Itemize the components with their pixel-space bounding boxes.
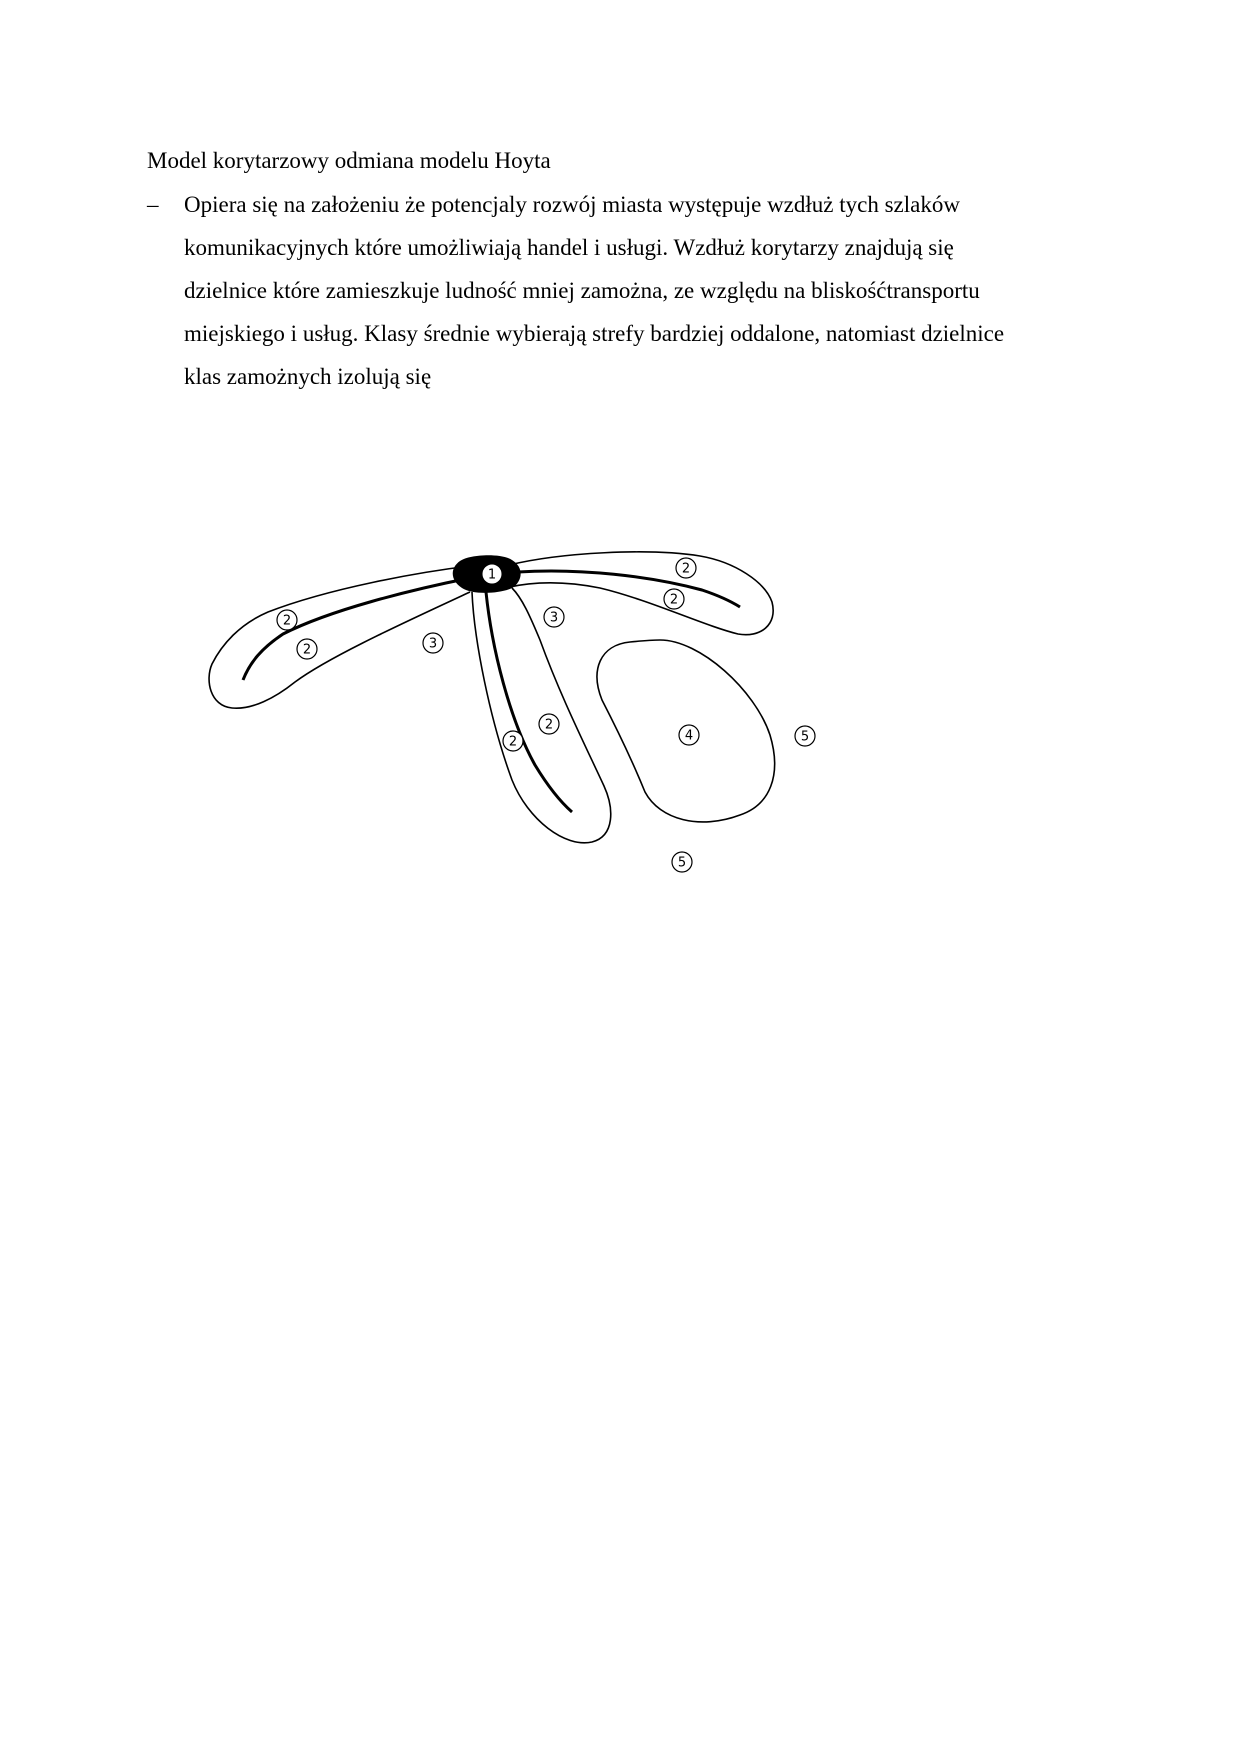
zone-2-label-c: 2 — [681, 561, 691, 577]
bullet-marker: – — [147, 192, 159, 217]
paragraph-line-1: Opiera się na założeniu że potencjaly rozwój miasta występuje wzdłuż tych szlaków — [184, 192, 960, 217]
zone-4-label: 4 — [684, 728, 694, 744]
paragraph-line-2: komunikacyjnych które umożliwiają handel i usługi. Wzdłuż korytarzy znajdują się — [184, 235, 954, 260]
zone-2-label-d: 2 — [669, 592, 679, 608]
document-heading: Model korytarzowy odmiana modelu Hoyta — [147, 148, 551, 173]
paragraph-line-4: miejskiego i usług. Klasy średnie wybierają strefy bardziej oddalone, natomiast dzielnice — [184, 321, 1005, 346]
right-corridor-road — [518, 571, 740, 607]
zone-3-label-a: 3 — [428, 636, 438, 652]
left-corridor-road — [243, 578, 470, 680]
zone-5-label-a: 5 — [800, 729, 810, 745]
zone-3-label-b: 3 — [549, 610, 559, 626]
zone-1-label: 1 — [487, 567, 497, 583]
paragraph-line-3: dzielnice które zamieszkuje ludność mniej zamożna, ze względu na bliskośćtransportu — [184, 278, 980, 303]
paragraph-line-5: klas zamożnych izolują się — [184, 364, 432, 389]
zone-2-label-f: 2 — [508, 734, 518, 750]
zone-2-label-e: 2 — [544, 717, 554, 733]
zone-5-label-b: 5 — [677, 855, 687, 871]
zone-2-label-b: 2 — [302, 642, 312, 658]
corridor-model-diagram — [200, 540, 820, 880]
zone-2-label-a: 2 — [282, 613, 292, 629]
south-corridor-outline — [472, 588, 611, 843]
